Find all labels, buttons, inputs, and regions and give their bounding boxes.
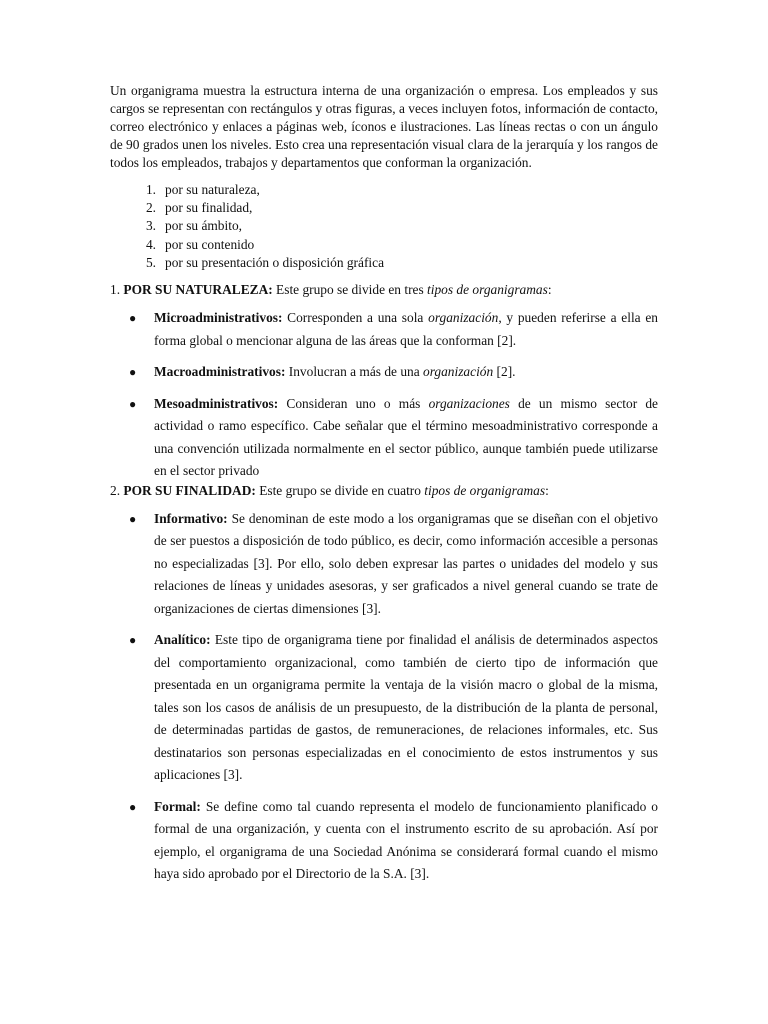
naturaleza-bullet-list — [110, 307, 658, 483]
bullet-icon: ● — [129, 311, 137, 326]
bullet-icon: ● — [129, 799, 137, 814]
finalidad-bullet-list — [110, 508, 658, 886]
list-item: 5. por su presentación o disposición gráfica — [145, 254, 385, 270]
bullet-item-informativo: ● Informativo: Se denominan de este modo a los organigramas que se diseñan con el objetivo de ser puestos a disposición de todo público, es decir, como información accesible a personas no especializadas [3]. Por ello, solo deben expresar las partes o unidades del modelo y sus relaciones de líneas y unidades asesoras, y ser graficados a nivel general cuando se trate de organizaciones de ciertas dimensiones [3]. — [110, 508, 658, 621]
list-item: 2. por su finalidad, — [145, 200, 253, 216]
list-item: 3. por su ámbito, — [145, 218, 242, 234]
bullet-icon: ● — [129, 396, 137, 411]
bullet-item-macroadministrativos: ● Macroadministrativos: Involucran a más de una organización [2]. — [110, 361, 658, 384]
bullet-item-microadministrativos: ● Microadministrativos: Corresponden a una sola organización, y pueden referirse a ella en forma global o mencionar alguna de las áreas que la conforman [2]. — [110, 307, 658, 352]
bullet-item-analitico: ● Analítico: Este tipo de organigrama tiene por finalidad el análisis de determinados aspectos del comportamiento organizacional, como también de cierto tipo de información que presentada en un organigrama permite la ventaja de la visión macro o global de la misma, tales son los casos de análisis de un presupuesto, de la distribución de la planta de personal, de determinadas partidas de gastos, de remuneraciones, de relaciones informales, etc. Sus destinatarios son personas especializadas en el conocimiento de estos instrumentos y sus aplicaciones [3]. — [110, 629, 658, 787]
list-item: 1. por su naturaleza, — [145, 182, 260, 197]
list-item: 4. por su contenido — [145, 236, 255, 252]
section-heading-naturaleza: 1. POR SU NATURALEZA: Este grupo se divide en tres tipos de organigramas: — [110, 282, 552, 298]
document-page — [110, 82, 658, 895]
bullet-icon: ● — [129, 365, 137, 380]
bullet-item-mesoadministrativos: ● Mesoadministrativos: Consideran uno o más organizaciones de un mismo sector de actividad o ramo específico. Cabe señalar que el término mesoadministrativo corresponde a una convención utilizada normalmente en el sector público, aunque también puede utilizarse en el sector privado — [110, 393, 658, 483]
intro-paragraph: Un organigrama muestra la estructura interna de una organización o empresa. Los empleados y sus cargos se representan con rectángulos y otras figuras, a veces incluyen fotos, información de contacto, correo electrónico y enlaces a páginas web, íconos e ilustraciones. Las líneas rectas o con un ángulo de 90 grados unen los niveles. Esto crea una representación visual clara de la jerarquía y los rangos de todos los empleados, trabajos y departamentos que conforman la organización. — [110, 83, 658, 170]
bullet-icon: ● — [129, 633, 137, 648]
bullet-icon: ● — [129, 511, 137, 526]
bullet-item-formal: ● Formal: Se define como tal cuando representa el modelo de funcionamiento planificado o formal de una organización, y cuenta con el instrumento escrito de su aprobación. Así por ejemplo, el organigrama de una Sociedad Anónima se considerará formal cuando el mismo haya sido aprobado por el Directorio de la S.A. [3]. — [110, 796, 658, 886]
section-heading-finalidad: 2. POR SU FINALIDAD: Este grupo se divide en cuatro tipos de organigramas: — [110, 482, 549, 498]
classification-list — [110, 181, 658, 272]
